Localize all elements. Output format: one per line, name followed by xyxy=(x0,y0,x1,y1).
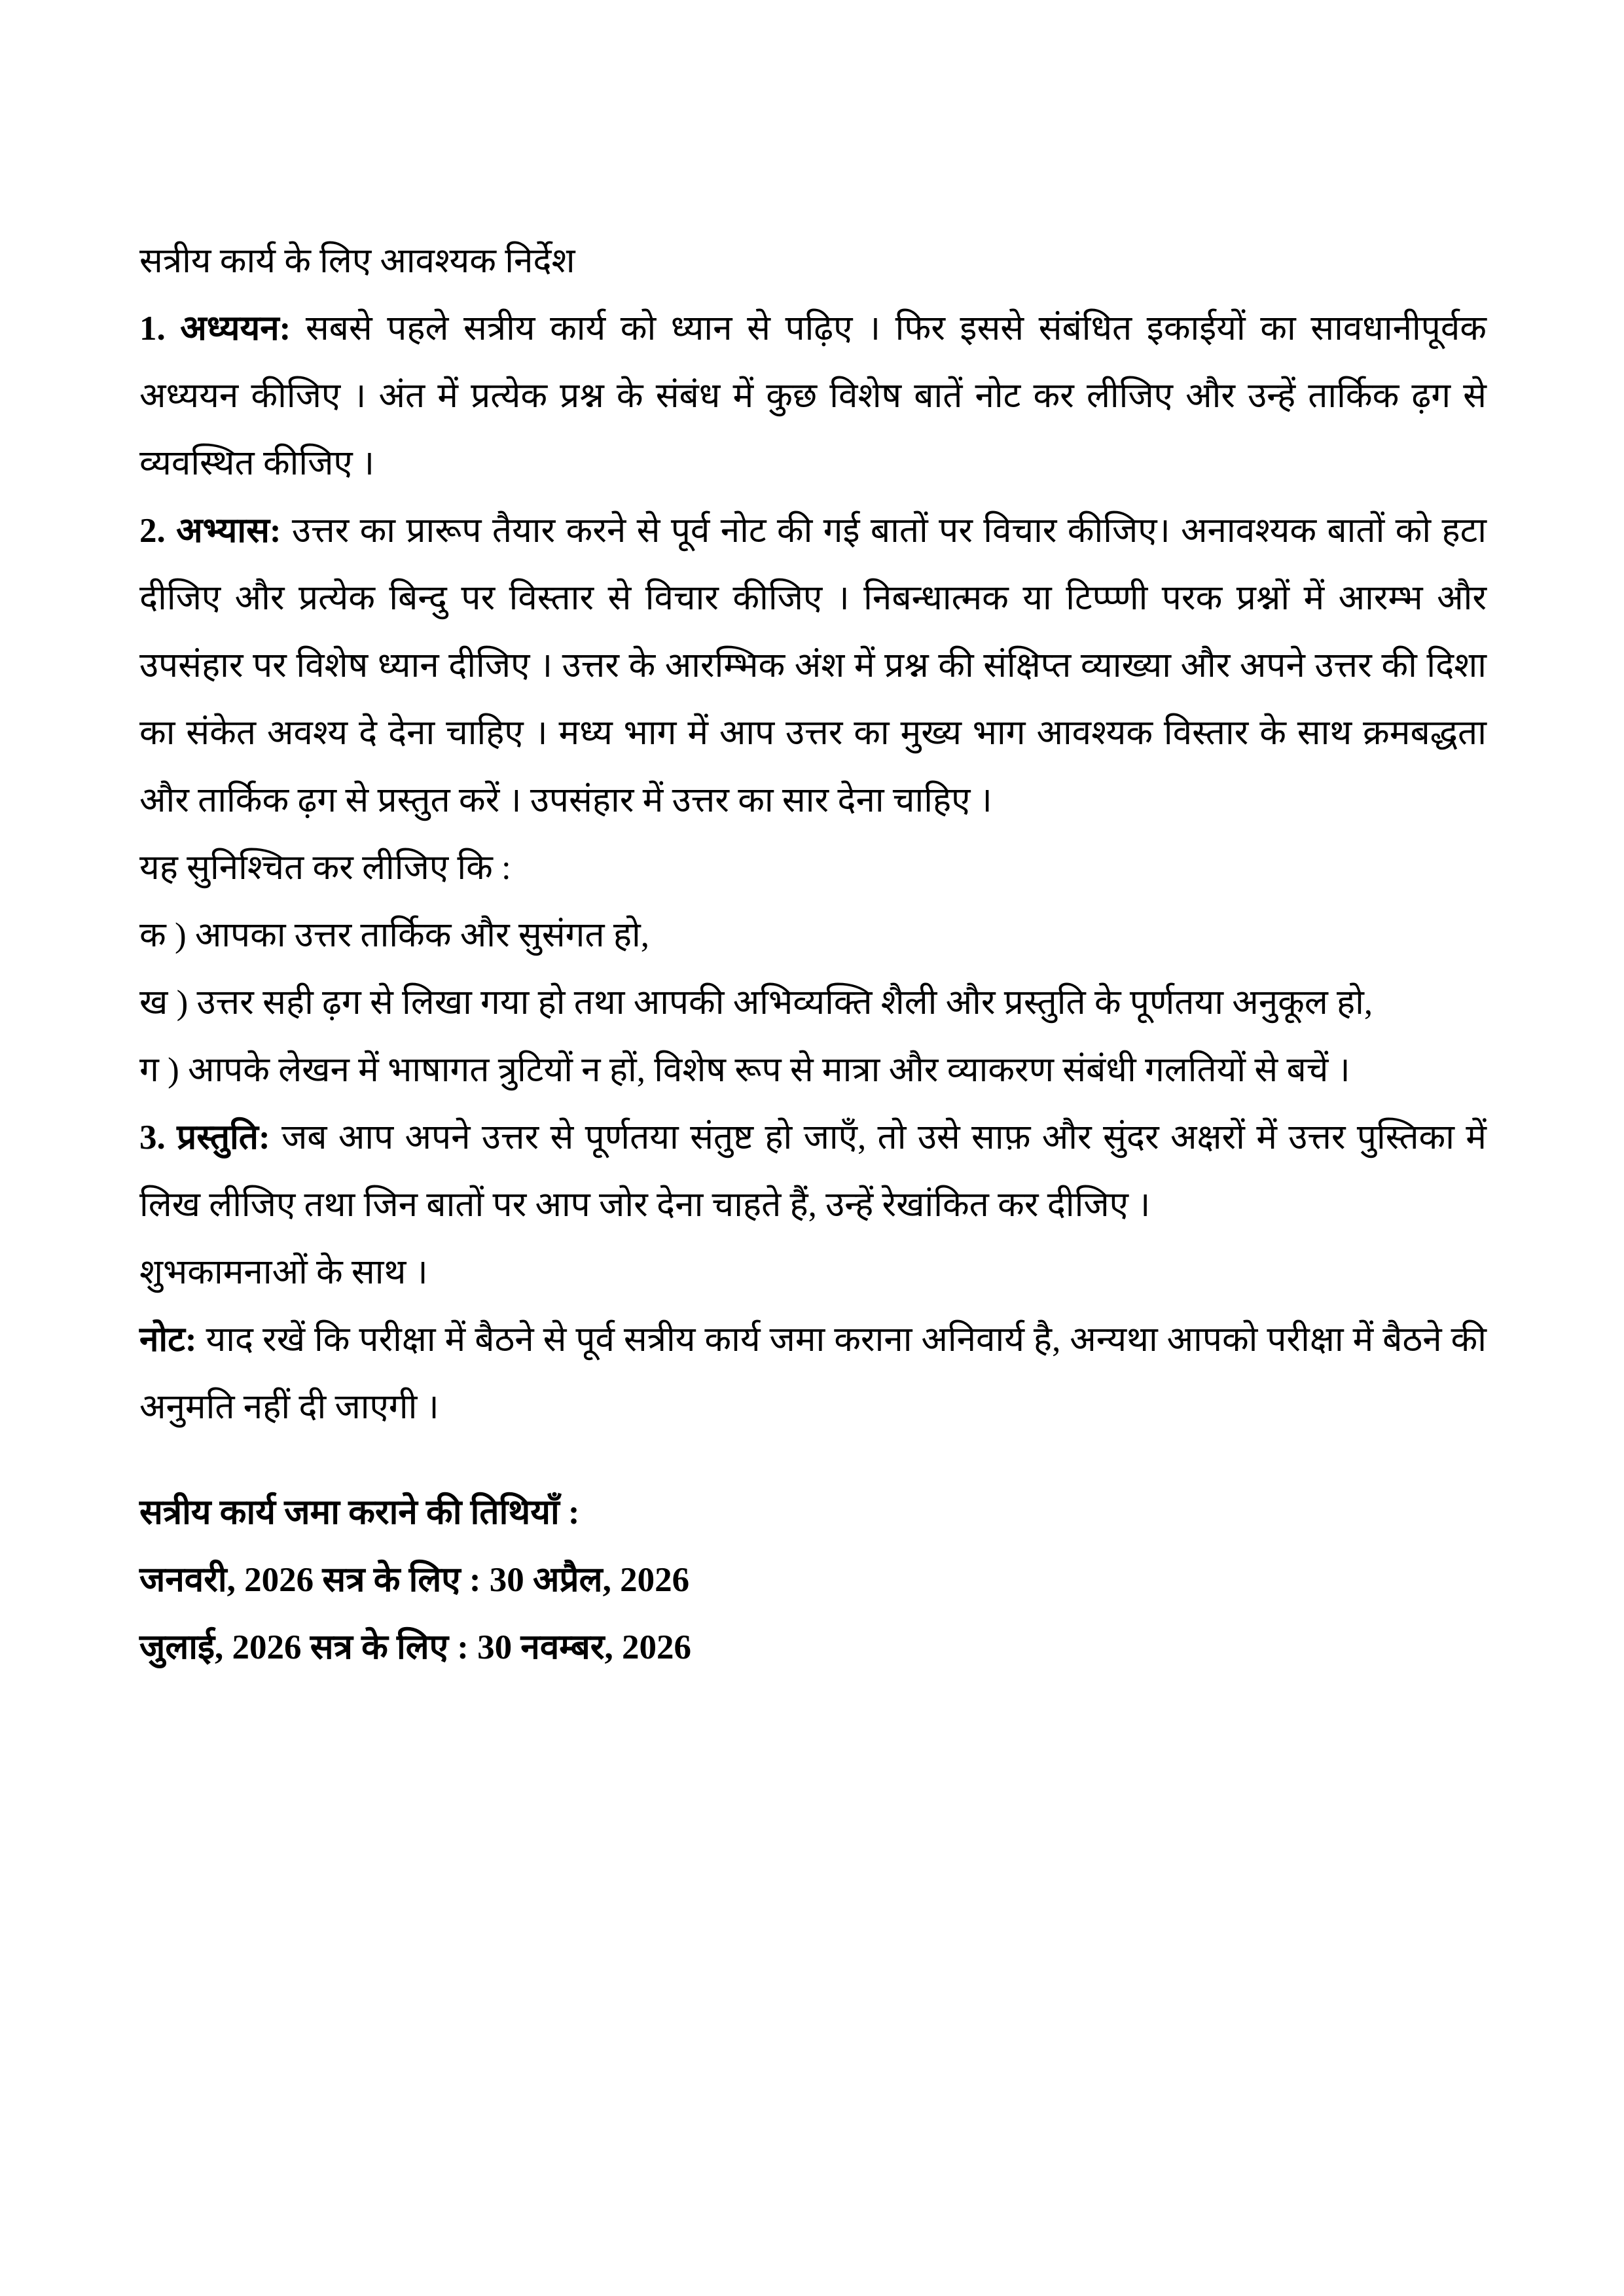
presentation-paragraph xyxy=(139,1104,1487,1239)
section-body: ग ) आपके लेखन में भाषागत त्रुटियों न हों, विशेष रूप से मात्रा और व्याकरण संबंधी गलतियों से बचें । xyxy=(139,1051,1350,1089)
point-ka xyxy=(139,902,1487,969)
section-label: 2. अभ्यास: xyxy=(139,512,281,550)
section-body: याद रखें कि परीक्षा में बैठने से पूर्व सत्रीय कार्य जमा कराना अनिवार्य है, अन्यथा आपको परीक्षा में बैठने की अनुमति नहीं दी जाएगी । xyxy=(139,1321,1487,1426)
point-kha xyxy=(139,969,1487,1037)
section-body: यह सुनिश्चित कर लीजिए कि : xyxy=(139,849,511,887)
section-body: क ) आपका उत्तर तार्किक और सुसंगत हो, xyxy=(139,916,649,954)
section-body: जब आप अपने उत्तर से पूर्णतया संतुष्ट हो जाएँ, तो उसे साफ़ और सुंदर अक्षरों में उत्तर पुस्तिका में लिख लीजिए तथा जिन बातों पर आप जोर देना चाहते हैं, उन्हें रेखांकित कर दीजिए । xyxy=(139,1119,1487,1224)
ensure-intro-line xyxy=(139,834,1487,902)
study-paragraph xyxy=(139,295,1487,497)
section-body: शुभकामनाओं के साथ । xyxy=(139,1253,428,1291)
section-label: 3. प्रस्तुति: xyxy=(139,1119,270,1157)
note-paragraph xyxy=(139,1306,1487,1441)
submission-date-january: जनवरी, 2026 सत्र के लिए : 30 अप्रैल, 2026 xyxy=(139,1561,690,1599)
practice-paragraph xyxy=(139,497,1487,834)
point-ga xyxy=(139,1037,1487,1104)
submission-date-july: जुलाई, 2026 सत्र के लिए : 30 नवम्बर, 2026 xyxy=(139,1628,691,1666)
section-body: उत्तर का प्रारूप तैयार करने से पूर्व नोट की गई बातों पर विचार कीजिए। अनावश्यक बातों को हटा दीजिए और प्रत्येक बिन्दु पर विस्तार से विचार कीजिए । निबन्धात्मक या टिप्प्णी परक प्रश्नों में आरम्भ और उपसंहार पर विशेष ध्यान दीजिए । उत्तर के आरम्भिक अंश में प्रश्न की संक्षिप्त व्याख्या और अपने उत्तर की दिशा का संकेत अवश्य दे देना चाहिए । मध्य भाग में आप उत्तर का मुख्य भाग आवश्यक विस्तार के साथ क्रमबद्धता और तार्किक ढ़ग से प्रस्तुत करें । उपसंहार में उत्तर का सार देना चाहिए । xyxy=(139,512,1487,819)
document-content xyxy=(139,228,1487,1681)
best-wishes-line xyxy=(139,1239,1487,1306)
submission-dates-heading: सत्रीय कार्य जमा कराने की तिथियाँ : xyxy=(139,1494,580,1532)
submission-dates-section xyxy=(139,1479,1487,1681)
section-label: 1. अध्ययन: xyxy=(139,310,291,348)
section-body: सबसे पहले सत्रीय कार्य को ध्यान से पढ़िए । फिर इससे संबंधित इकाईयों का सावधानीपूर्वक अध्ययन कीजिए । अंत में प्रत्येक प्रश्न के संबंध में कुछ विशेष बातें नोट कर लीजिए और उन्हें तार्किक ढ़ग से व्यवस्थित कीजिए । xyxy=(139,310,1487,482)
instructions-heading: सत्रीय कार्य के लिए आवश्यक निर्देश xyxy=(139,242,575,280)
section-label: नोट: xyxy=(139,1321,197,1359)
section-body: ख ) उत्तर सही ढ़ग से लिखा गया हो तथा आपकी अभिव्यक्ति शैली और प्रस्तुति के पूर्णतया अनुकूल हो, xyxy=(139,984,1373,1022)
